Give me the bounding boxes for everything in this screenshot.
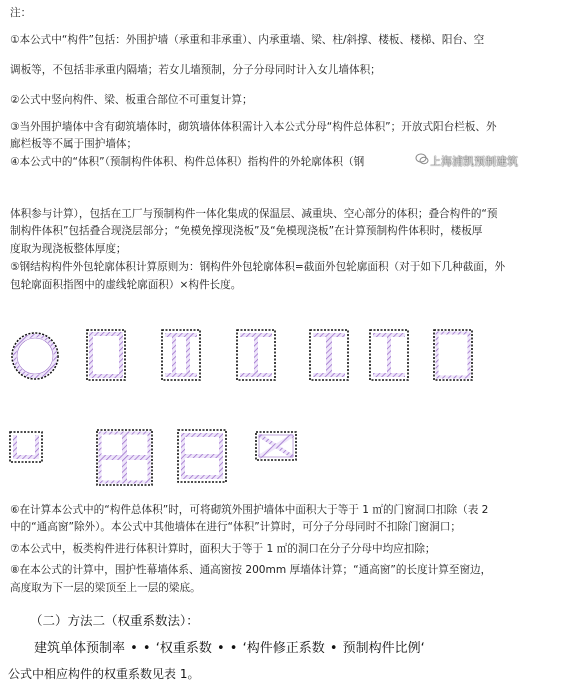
paragraph-8a: ⑧在本公式的计算中，围护性幕墙体系、通高窗按 200mm 厚墙体计算；“通高窗”的长度计算至窗边， — [10, 564, 492, 576]
paragraph-5b: 包轮廓面积指图中的虚线轮廓面积）×构件长度。 — [10, 279, 242, 291]
paragraph-4d: 度取为现浇板整体厚度； — [10, 243, 127, 255]
wechat-icon — [415, 152, 429, 166]
x-braced-section — [256, 432, 296, 460]
double-channel-section — [370, 330, 408, 380]
i-section-narrow — [310, 330, 348, 380]
stiffened-box-section — [178, 430, 226, 482]
rectangular-tube-section — [434, 330, 472, 380]
i-section — [237, 330, 275, 380]
paragraph-4a: ④本公式中的“体积”（预制构件体积、构件总体积）指构件的外轮廓体积（钢 — [10, 156, 365, 168]
paragraph-3b: 廊栏板等不属于围护墙体； — [10, 138, 138, 150]
double-angle-section — [10, 432, 42, 462]
note-title: 注： — [10, 7, 32, 19]
paragraph-7: ⑦本公式中，板类构件进行体积计算时，面积大于等于 1 ㎡的洞口在分子分母中均应扣除； — [10, 543, 436, 555]
footer-text: 公式中相应构件的权重系数见表 1。 — [8, 667, 200, 681]
paragraph-2: ②公式中竖向构件、梁、板重合部位不可重复计算； — [10, 94, 253, 106]
circular-tube-section — [12, 333, 58, 379]
paragraph-6b: 中的“通高窗”除外）。本公式中其他墙体在进行“体积”计算时，可分子分母同时不扣除门窗洞口； — [10, 521, 461, 533]
method-heading: （二）方法二（权重系数法）： — [30, 613, 199, 628]
paragraph-5a: ⑤钢结构构件外包轮廓体积计算原则为：钢构件外包轮廓体积=截面外包轮廓面积（对于如下几种截面，外 — [10, 261, 506, 273]
paragraph-8b: 高度取为下一层的梁顶至上一层的梁底。 — [10, 582, 201, 594]
paragraph-3a: ③当外围护墙体中含有砌筑墙体时，砌筑墙体体积需计入本公式分母“构件总体积”；开放式阳台栏板、外 — [10, 121, 497, 133]
paragraph-4c: 制构件体积”包括叠合现浇层部分；“免模免撑现浇板”及“免模现浇板”在计算预制构件体积时，楼板厚 — [10, 225, 483, 237]
formula-text: 建筑单体预制率 • • ʻ权重系数 • • ʻ构件修正系数 • 预制构件比例ʻ — [34, 641, 425, 656]
paragraph-6a: ⑥在计算本公式中的“构件总体积”时，可将砌筑外围护墙体中面积大于等于 1 ㎡的门窗洞口扣除（表 2 — [10, 504, 489, 516]
paragraph-1a: ①本公式中“构件”包括：外围护墙（承重和非承重）、内承重墙、梁、柱/斜撑、楼板、楼梯、阳台、空 — [10, 34, 485, 46]
double-web-box-section — [162, 330, 200, 380]
watermark-text: 上海浦凯预制建筑 — [430, 155, 518, 168]
section-diagrams — [0, 320, 562, 495]
box-section — [87, 330, 125, 380]
cross-section — [97, 430, 152, 485]
paragraph-4b: 体积参与计算），包括在工厂与预制构件一体化集成的保温层、减重块、空心部分的体积；叠合构件的“预 — [10, 208, 498, 220]
paragraph-1b: 调板等，不包括非承重内隔墙；若女儿墙预制，分子分母同时计入女儿墙体积； — [10, 64, 381, 76]
